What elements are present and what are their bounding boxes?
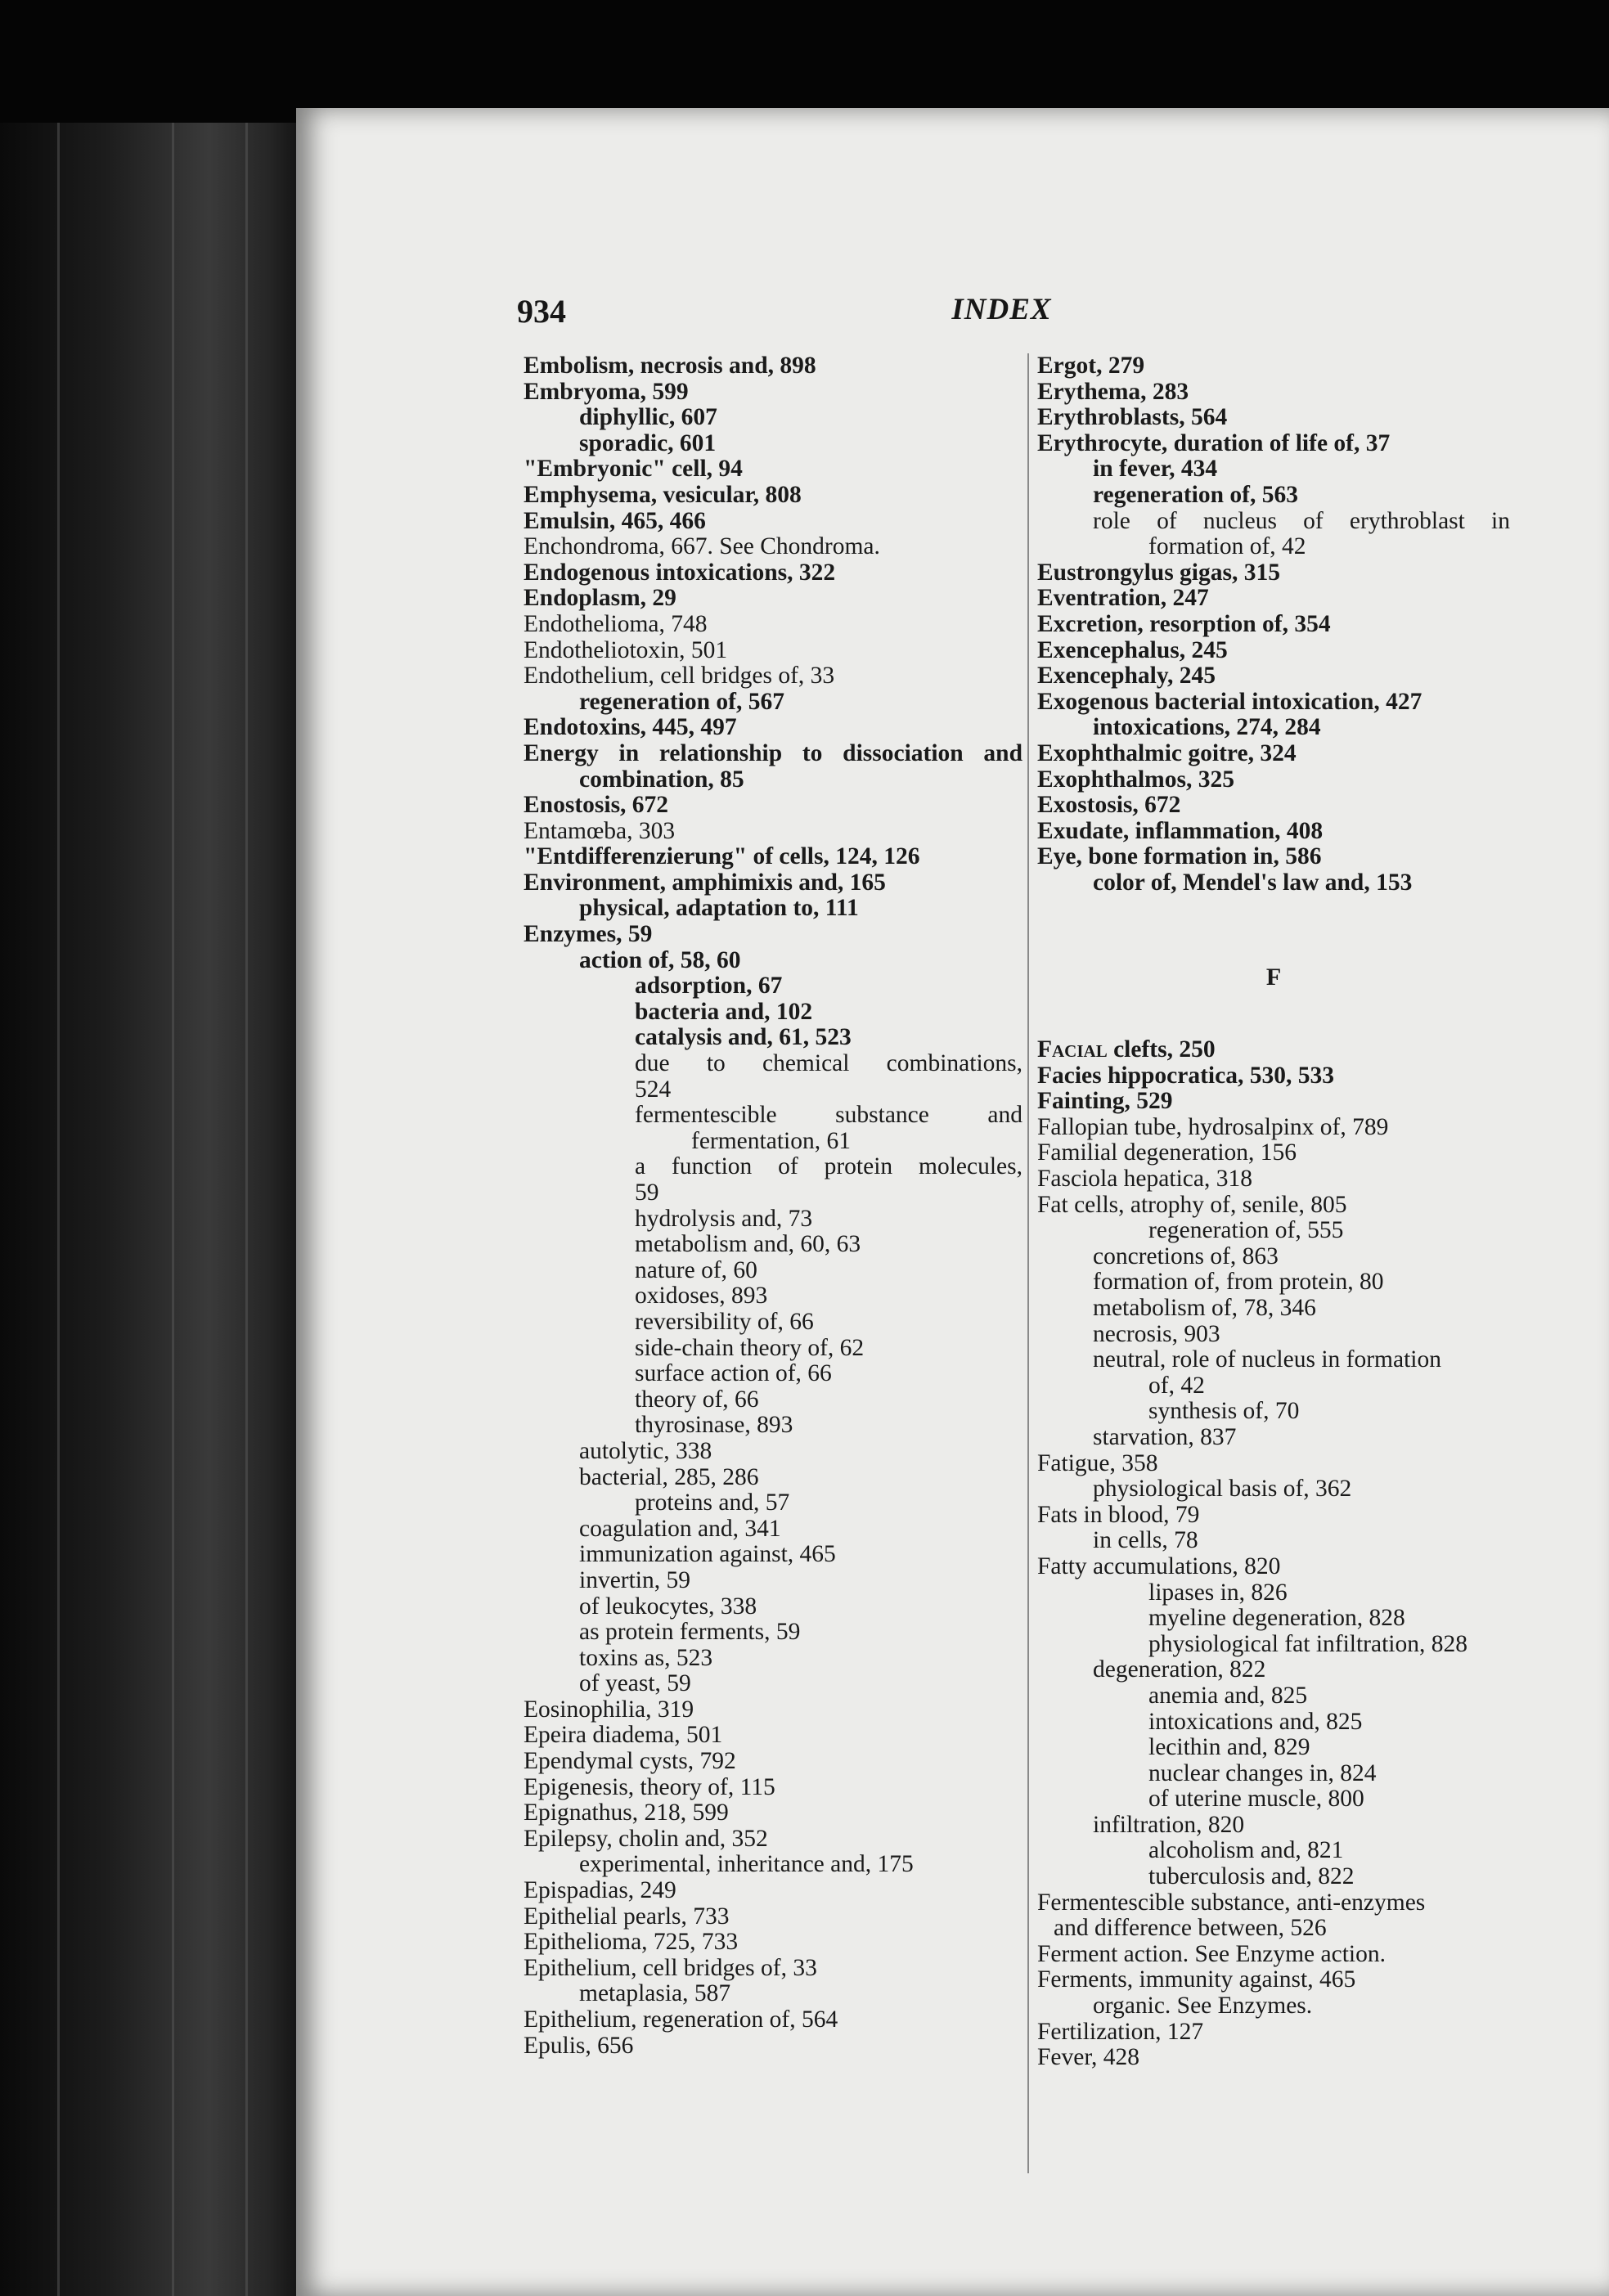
index-entry: of uterine muscle, 800 [1148, 1786, 1364, 1813]
index-entry: role of nucleus of erythroblast in [1093, 507, 1510, 534]
index-entry: and difference between, 526 [1054, 1915, 1327, 1942]
index-entry: of, 42 [1148, 1372, 1205, 1399]
index-entry: nature of, 60 [635, 1256, 757, 1283]
index-entry: Emphysema, vesicular, 808 [524, 481, 802, 508]
index-entry: Endothelium, cell bridges of, 33 [524, 663, 835, 690]
index-entry: Facial clefts, 250 [1037, 1036, 1216, 1063]
index-entry: surface action of, 66 [635, 1360, 832, 1387]
index-entry: lecithin and, 829 [1148, 1734, 1310, 1761]
index-entry: alcoholism and, 821 [1148, 1837, 1344, 1864]
column-divider [1027, 353, 1029, 2173]
index-entry: Exophthalmos, 325 [1037, 766, 1234, 793]
index-entry: Exencephalus, 245 [1037, 636, 1228, 663]
index-entry: of leukocytes, 338 [579, 1593, 757, 1620]
index-entry: nuclear changes in, 824 [1148, 1759, 1377, 1786]
index-entry: regeneration of, 555 [1148, 1217, 1344, 1244]
index-entry: Excretion, resorption of, 354 [1037, 610, 1331, 637]
index-entry: Fasciola hepatica, 318 [1037, 1166, 1252, 1193]
index-entry: fermentescible substance and [635, 1102, 1022, 1129]
index-entry: Epigenesis, theory of, 115 [524, 1773, 775, 1800]
index-entry: degeneration, 822 [1093, 1656, 1266, 1683]
index-entry: Endotheliotoxin, 501 [524, 636, 728, 663]
index-entry: Exencephaly, 245 [1037, 663, 1216, 690]
spine-streak [245, 123, 248, 2296]
index-entry: Fallopian tube, hydrosalpinx of, 789 [1037, 1113, 1389, 1140]
index-entry: Epeira diadema, 501 [524, 1722, 723, 1749]
index-entry: Eye, bone formation in, 586 [1037, 843, 1322, 870]
index-entry: sporadic, 601 [579, 429, 717, 456]
index-entry: side-chain theory of, 62 [635, 1334, 865, 1361]
index-entry: "Entdifferenzierung" of cells, 124, 126 [524, 843, 920, 870]
index-group-f [1037, 1037, 1510, 2071]
section-letter: F [1265, 964, 1282, 991]
index-entry: Ergot, 279 [1037, 353, 1145, 379]
index-entry: Endogenous intoxications, 322 [524, 559, 836, 586]
index-entry: combination, 85 [579, 766, 744, 793]
index-entry: a function of protein molecules, [635, 1153, 1022, 1180]
index-page [296, 108, 1609, 2296]
index-entry: Epilepsy, cholin and, 352 [524, 1825, 768, 1852]
index-column-right [1037, 353, 1510, 2071]
index-entry: Endotoxins, 445, 497 [524, 714, 737, 741]
index-entry: reversibility of, 66 [635, 1308, 814, 1335]
running-head: INDEX [951, 293, 1052, 326]
index-entry: metabolism and, 60, 63 [635, 1231, 861, 1258]
index-entry: hydrolysis and, 73 [635, 1205, 813, 1232]
index-entry: toxins as, 523 [579, 1644, 713, 1671]
index-entry: catalysis and, 61, 523 [635, 1024, 852, 1051]
index-entry: infiltration, 820 [1093, 1811, 1245, 1838]
index-entry: Ferments, immunity against, 465 [1037, 1966, 1356, 1993]
index-entry: Exudate, inflammation, 408 [1037, 817, 1324, 844]
index-entry: Exostosis, 672 [1037, 792, 1181, 819]
index-entry: due to chemical combinations, [635, 1050, 1022, 1077]
index-entry: invertin, 59 [579, 1566, 691, 1593]
index-entry: Epithelium, regeneration of, 564 [524, 2006, 838, 2033]
index-entry: physiological basis of, 362 [1093, 1476, 1352, 1503]
index-entry: adsorption, 67 [635, 973, 783, 1000]
index-entry: experimental, inheritance and, 175 [579, 1851, 914, 1878]
index-entry: Endothelioma, 748 [524, 610, 708, 637]
spine-streak [57, 123, 60, 2296]
index-entry: Fatty accumulations, 820 [1037, 1552, 1281, 1579]
page-header [517, 292, 1486, 341]
index-entry: organic. See Enzymes. [1093, 1993, 1313, 2020]
index-entry: Fermentescible substance, anti-enzymes [1037, 1889, 1426, 1916]
index-entry: Erythroblasts, 564 [1037, 404, 1228, 431]
index-entry: Emulsin, 465, 466 [524, 507, 706, 534]
index-entry: Fever, 428 [1037, 2044, 1139, 2071]
book-spine [0, 123, 299, 2296]
index-entry: metaplasia, 587 [579, 1980, 731, 2007]
index-entry: in cells, 78 [1093, 1527, 1198, 1554]
index-entry: Embryoma, 599 [524, 378, 689, 405]
index-entry: Epignathus, 218, 599 [524, 1800, 729, 1826]
index-entry: color of, Mendel's law and, 153 [1093, 869, 1413, 896]
index-entry: Environment, amphimixis and, 165 [524, 869, 886, 896]
index-entry: 59 [635, 1179, 659, 1206]
index-entry: action of, 58, 60 [579, 946, 741, 973]
index-entry: metabolism of, 78, 346 [1093, 1295, 1316, 1321]
index-entry: Epulis, 656 [524, 2032, 634, 2059]
index-entry: Entamœba, 303 [524, 817, 676, 844]
index-entry: Familial degeneration, 156 [1037, 1139, 1297, 1166]
index-entry: Eosinophilia, 319 [524, 1696, 694, 1723]
page-number: 934 [517, 293, 566, 330]
index-entry: Facies hippocratica, 530, 533 [1037, 1062, 1334, 1089]
index-entry: in fever, 434 [1093, 456, 1218, 483]
index-entry: tuberculosis and, 822 [1148, 1863, 1355, 1890]
index-entry: Energy in relationship to dissociation and [524, 739, 1022, 766]
index-entry: Erythema, 283 [1037, 378, 1189, 405]
index-entry: physiological fat infiltration, 828 [1148, 1630, 1467, 1657]
index-entry: regeneration of, 563 [1093, 481, 1298, 508]
index-entry: Eventration, 247 [1037, 585, 1209, 612]
index-entry: Erythrocyte, duration of life of, 37 [1037, 429, 1391, 456]
index-entry: immunization against, 465 [579, 1541, 836, 1568]
index-entry: neutral, role of nucleus in formation [1093, 1346, 1441, 1373]
index-entry: starvation, 837 [1093, 1423, 1237, 1450]
index-entry: intoxications and, 825 [1148, 1708, 1363, 1735]
index-entry: Embolism, necrosis and, 898 [524, 353, 816, 379]
index-entry: Endoplasm, 29 [524, 585, 676, 612]
index-entry: bacteria and, 102 [635, 998, 813, 1025]
index-entry: Fatigue, 358 [1037, 1449, 1158, 1476]
index-entry: Fertilization, 127 [1037, 2018, 1204, 2045]
index-entry: necrosis, 903 [1093, 1320, 1220, 1347]
index-group-e [1037, 353, 1510, 896]
index-entry: "Embryonic" cell, 94 [524, 456, 743, 483]
index-entry: anemia and, 825 [1148, 1682, 1308, 1709]
index-entry: formation of, from protein, 80 [1093, 1269, 1384, 1296]
index-entry: Enchondroma, 667. See Chondroma. [524, 533, 880, 560]
index-entry: fermentation, 61 [691, 1127, 851, 1154]
index-entry: Ferment action. See Enzyme action. [1037, 1940, 1386, 1967]
spine-streak [172, 123, 174, 2296]
index-entry: synthesis of, 70 [1148, 1398, 1300, 1425]
index-entry: autolytic, 338 [579, 1437, 712, 1464]
index-entry: Exophthalmic goitre, 324 [1037, 739, 1297, 766]
index-entry: myeline degeneration, 828 [1148, 1605, 1405, 1632]
index-column-left [524, 353, 1022, 2059]
index-entry: Ependymal cysts, 792 [524, 1748, 736, 1775]
index-entry: Fat cells, atrophy of, senile, 805 [1037, 1191, 1347, 1218]
index-entry: as protein ferments, 59 [579, 1619, 801, 1646]
index-entry: Epithelioma, 725, 733 [524, 1929, 739, 1956]
index-entry: Epithelium, cell bridges of, 33 [524, 1954, 817, 1981]
index-entry: proteins and, 57 [635, 1489, 790, 1516]
index-entry: concretions of, 863 [1093, 1242, 1279, 1269]
index-entry: thyrosinase, 893 [635, 1412, 793, 1439]
index-entry: formation of, 42 [1148, 533, 1306, 560]
index-entry: Epispadias, 249 [524, 1877, 676, 1904]
index-entry: oxidoses, 893 [635, 1283, 768, 1310]
index-entry: of yeast, 59 [579, 1670, 691, 1697]
index-entry: theory of, 66 [635, 1386, 759, 1413]
index-entry: Enostosis, 672 [524, 792, 669, 819]
index-entry: coagulation and, 341 [579, 1515, 781, 1542]
index-entry: intoxications, 274, 284 [1093, 714, 1321, 741]
index-entry: Fats in blood, 79 [1037, 1501, 1200, 1528]
index-entry: Eustrongylus gigas, 315 [1037, 559, 1280, 586]
index-entry: regeneration of, 567 [579, 688, 784, 715]
index-entry: physical, adaptation to, 111 [579, 895, 859, 922]
index-entry: Epithelial pearls, 733 [524, 1903, 730, 1930]
index-entry: Exogenous bacterial intoxication, 427 [1037, 688, 1422, 715]
index-entry: diphyllic, 607 [579, 404, 717, 431]
index-entry: 524 [635, 1076, 672, 1103]
index-entry: bacterial, 285, 286 [579, 1463, 759, 1490]
index-entry: lipases in, 826 [1148, 1579, 1288, 1606]
index-entry: Enzymes, 59 [524, 921, 653, 948]
index-entry: Fainting, 529 [1037, 1088, 1173, 1115]
